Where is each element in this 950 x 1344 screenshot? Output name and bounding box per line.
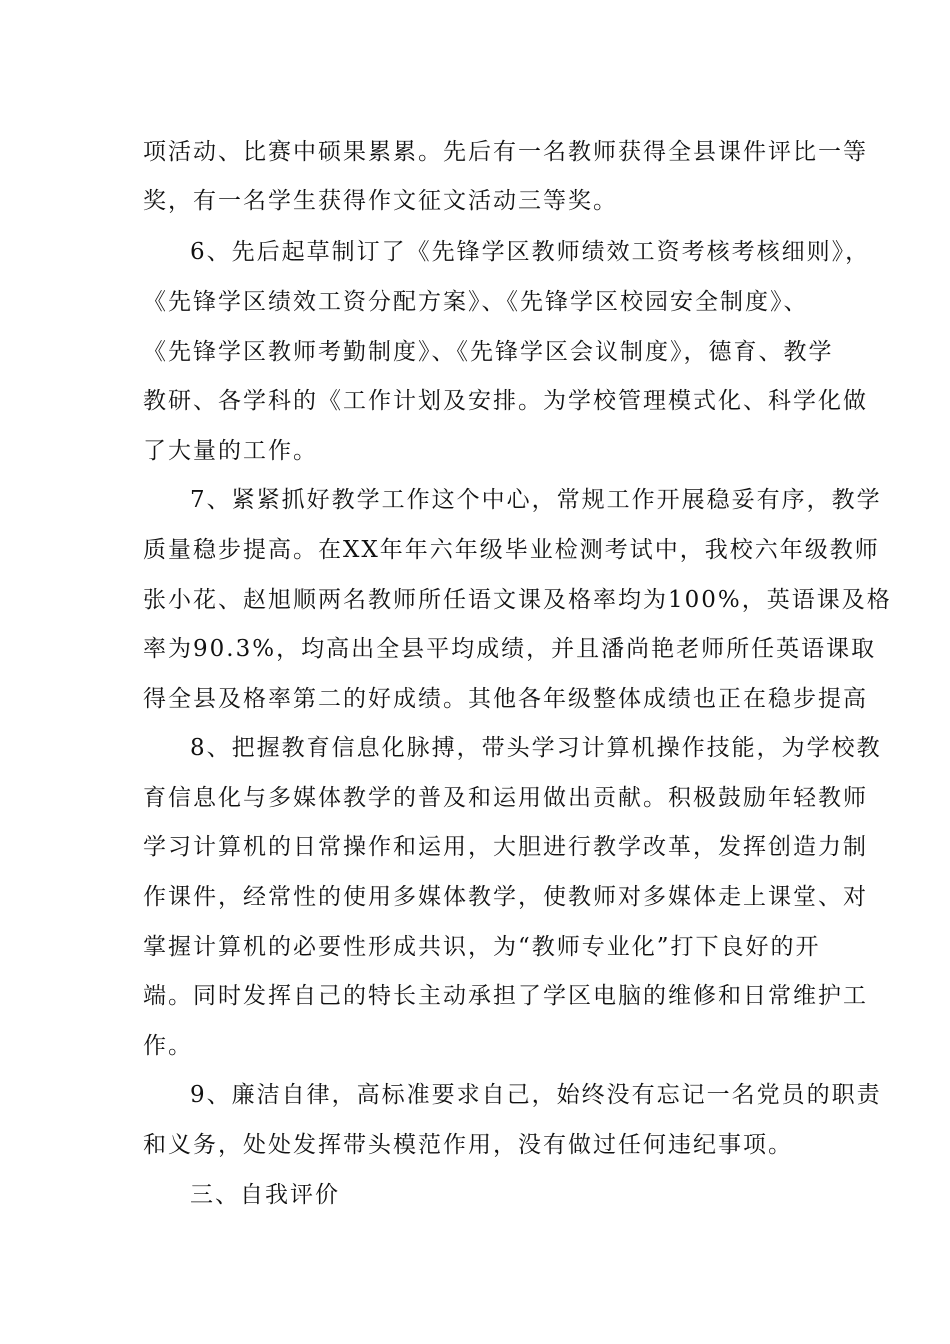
text-line: 学习计算机的日常操作和运用，大胆进行教学改革，发挥创造力制 bbox=[143, 834, 868, 860]
text-line: 端。同时发挥自己的特长主动承担了学区电脑的维修和日常维护工 bbox=[143, 983, 868, 1009]
text-line: 作。 bbox=[143, 1033, 193, 1059]
text-line: 9、廉洁自律，高标准要求自己，始终没有忘记一名党员的职责 bbox=[190, 1082, 882, 1108]
text-line: 作课件，经常性的使用多媒体教学，使教师对多媒体走上课堂、对 bbox=[143, 884, 868, 910]
text-line: 奖，有一名学生获得作文征文活动三等奖。 bbox=[143, 188, 618, 214]
text-line: 率为90.3%，均高出全县平均成绩，并且潘尚艳老师所任英语课取 bbox=[143, 636, 877, 662]
text-line: 7、紧紧抓好教学工作这个中心，常规工作开展稳妥有序，教学 bbox=[190, 487, 882, 513]
text-line: 6、先后起草制订了《先锋学区教师绩效工资考核考核细则》， bbox=[190, 239, 871, 265]
text-line: 了大量的工作。 bbox=[143, 438, 318, 464]
text-line: 和义务，处处发挥带头模范作用，没有做过任何违纪事项。 bbox=[143, 1132, 793, 1158]
text-line: 《先锋学区绩效工资分配方案》、《先锋学区校园安全制度》、 bbox=[143, 289, 809, 315]
section-heading: 三、自我评价 bbox=[190, 1182, 340, 1208]
text-line: 育信息化与多媒体教学的普及和运用做出贡献。积极鼓励年轻教师 bbox=[143, 785, 868, 811]
text-line: 张小花、赵旭顺两名教师所任语文课及格率均为100%，英语课及格 bbox=[143, 587, 892, 613]
text-line: 得全县及格率第二的好成绩。其他各年级整体成绩也正在稳步提高 bbox=[143, 686, 868, 712]
text-line: 《先锋学区教师考勤制度》、《先锋学区会议制度》，德育、教学 bbox=[143, 339, 834, 365]
text-line: 8、把握教育信息化脉搏，带头学习计算机操作技能，为学校教 bbox=[190, 735, 882, 761]
text-line: 项活动、比赛中硕果累累。先后有一名教师获得全县课件评比一等 bbox=[143, 139, 868, 165]
text-line: 教研、各学科的《工作计划及安排。为学校管理模式化、科学化做 bbox=[143, 388, 868, 414]
text-line: 质量稳步提高。在XX年年六年级毕业检测考试中，我校六年级教师 bbox=[143, 537, 880, 563]
text-line: 掌握计算机的必要性形成共识，为“教师专业化”打下良好的开 bbox=[143, 934, 821, 960]
